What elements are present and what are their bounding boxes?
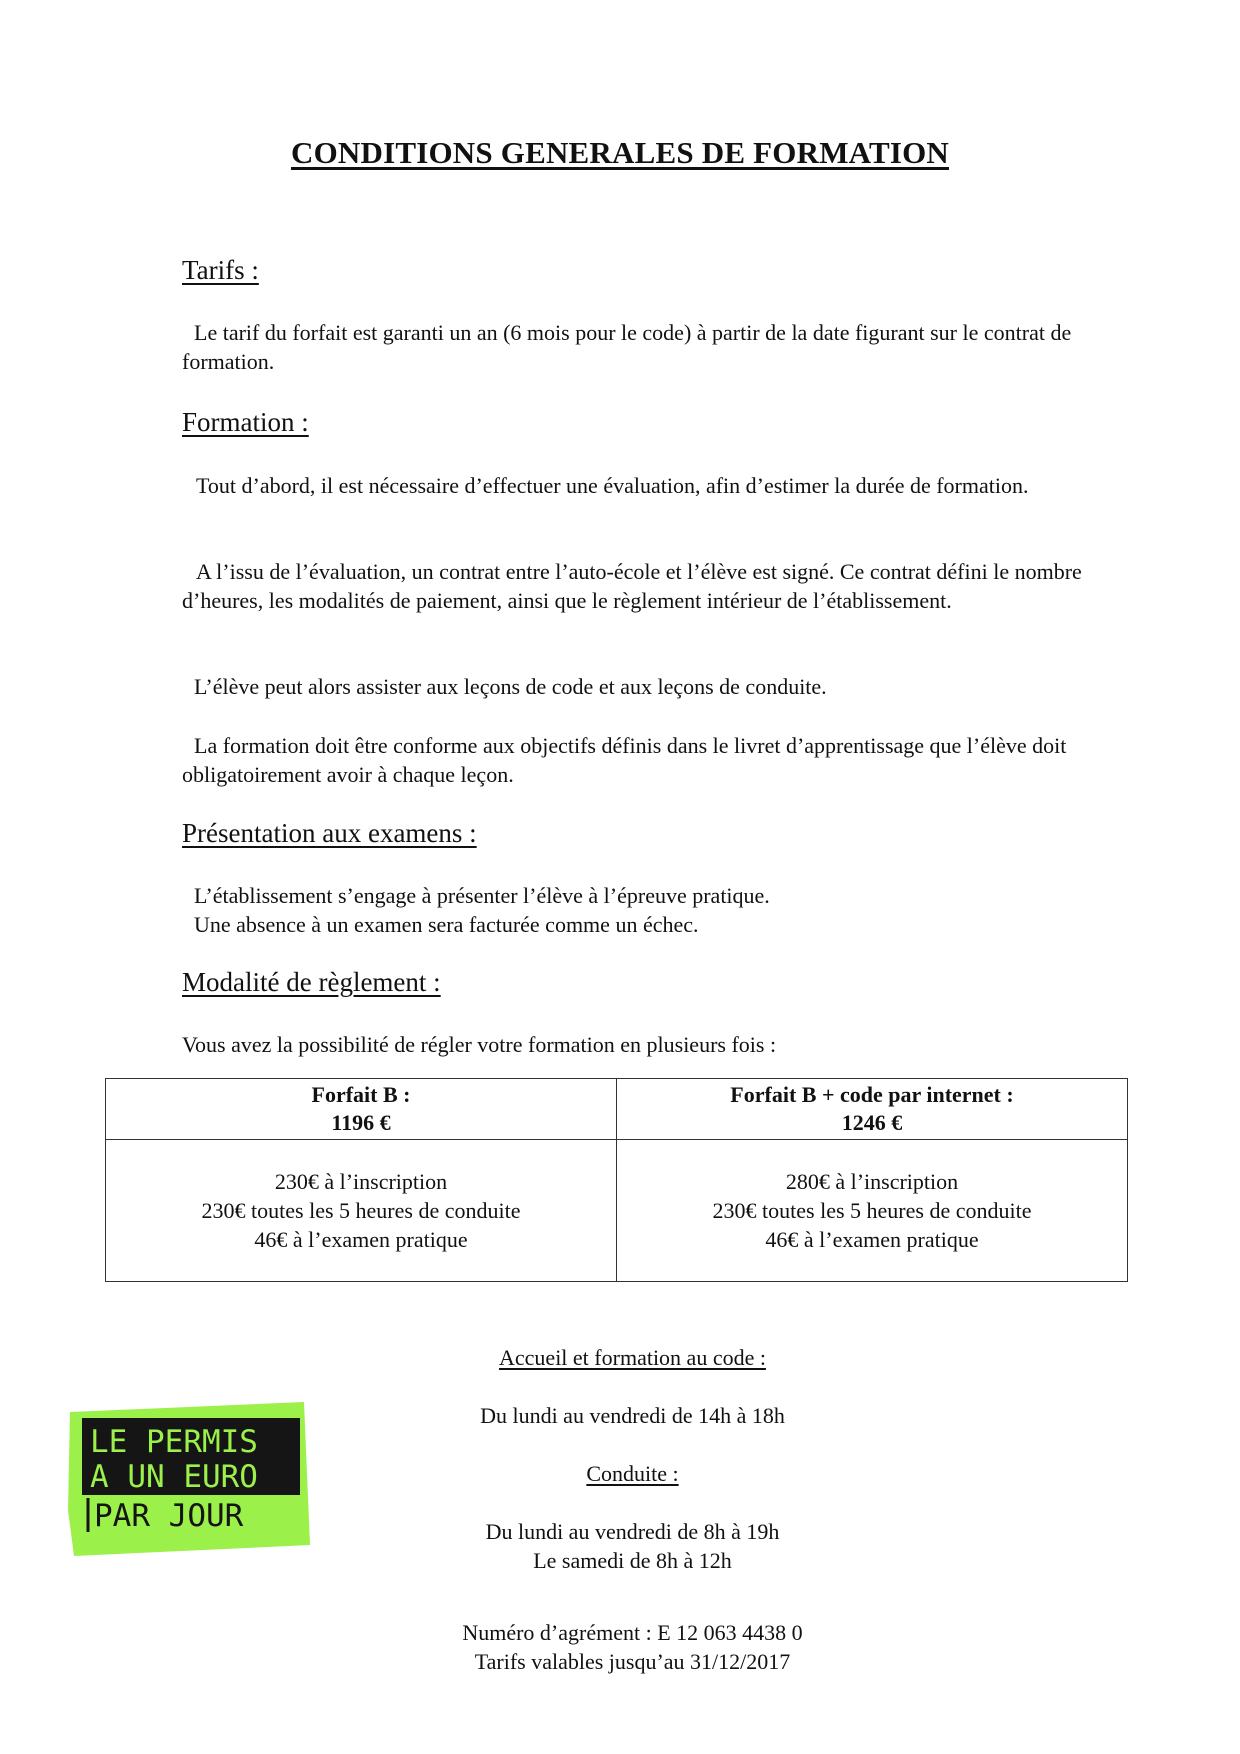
tarifs-validity: Tarifs valables jusqu’au 31/12/2017 (474, 1649, 791, 1674)
page-title: CONDITIONS GENERALES DE FORMATION (291, 135, 949, 170)
table-header-row (106, 1079, 1128, 1140)
heading-reglement: Modalité de règlement : (182, 967, 441, 997)
reglement-intro: Vous avez la possibilité de régler votre formation en plusieurs fois : (182, 1032, 777, 1057)
code-heading (360, 1343, 905, 1372)
forfait-b-internet-name: Forfait B + code par internet : (730, 1082, 1014, 1107)
table-body-row (106, 1140, 1128, 1282)
heading-formation: Formation : (182, 407, 309, 437)
formation-paragraph-4-block (182, 731, 1117, 789)
forfait-b-internet-header (617, 1079, 1128, 1140)
formation-paragraph-3: L’élève peut alors assister aux leçons de code et aux leçons de conduite. (194, 674, 827, 699)
schedule-line: 230€ à l’inscription (274, 1169, 448, 1194)
heading-tarifs: Tarifs : (182, 255, 259, 285)
logo-line-3: PAR JOUR (94, 1498, 244, 1534)
permis-un-euro-logo (64, 1400, 312, 1557)
conduite-heading (360, 1459, 905, 1488)
heading-examens: Présentation aux examens : (182, 818, 477, 848)
tarifs-table (105, 1078, 1128, 1282)
schedule-line: 230€ toutes les 5 heures de conduite (201, 1198, 521, 1223)
logo-line-1: LE PERMIS (90, 1424, 258, 1460)
conduite-weekday: Du lundi au vendredi de 8h à 19h (485, 1519, 780, 1544)
schedule-line: 46€ à l’examen pratique (254, 1227, 468, 1252)
schedule-line: 230€ toutes les 5 heures de conduite (712, 1198, 1032, 1223)
schedule-line: 46€ à l’examen pratique (765, 1227, 979, 1252)
formation-paragraph-1-block (182, 471, 1117, 500)
conduite-heading-text: Conduite : (586, 1461, 679, 1486)
formation-paragraph-4: La formation doit être conforme aux objectifs définis dans le livret d’apprentissage que l’élève doit obligatoirement avoir à chaque leçon. (182, 733, 1067, 787)
forfait-b-header (106, 1079, 617, 1140)
formation-paragraph-3-block (182, 672, 1117, 701)
forfait-b-internet-schedule (617, 1140, 1128, 1282)
forfait-b-internet-price: 1246 € (841, 1110, 903, 1135)
conduite-hours (360, 1517, 905, 1575)
forfait-b-price: 1196 € (331, 1110, 391, 1135)
examens-line-2: Une absence à un examen sera facturée comme un échec. (194, 912, 699, 937)
examens-text (182, 881, 1129, 939)
formation-paragraph-1: Tout d’abord, il est nécessaire d’effectuer une évaluation, afin d’estimer la durée de formation. (196, 473, 1029, 498)
tarifs-text (182, 318, 1117, 376)
formation-paragraph-2: A l’issu de l’évaluation, un contrat entre l’auto-école et l’élève est signé. Ce contrat défini le nombre d’heures, les modalités de paiement, ainsi que le règlement intérieur de l’établissement. (182, 559, 1082, 613)
footer (360, 1618, 905, 1676)
agrement-number: Numéro d’agrément : E 12 063 4438 0 (462, 1620, 803, 1645)
logo-line-2: A UN EURO (90, 1459, 258, 1495)
tarifs-paragraph: Le tarif du forfait est garanti un an (6 mois pour le code) à partir de la date figurant sur le contrat de formation. (182, 320, 1072, 374)
forfait-b-schedule (106, 1140, 617, 1282)
code-hours: Du lundi au vendredi de 14h à 18h (480, 1403, 785, 1428)
conduite-saturday: Le samedi de 8h à 12h (533, 1548, 732, 1573)
examens-line-1: L’établissement s’engage à présenter l’élève à l’épreuve pratique. (194, 883, 770, 908)
code-heading-text: Accueil et formation au code : (499, 1345, 766, 1370)
formation-paragraph-2-block (182, 557, 1117, 615)
forfait-b-name: Forfait B : (311, 1082, 411, 1107)
schedule-line: 280€ à l’inscription (785, 1169, 959, 1194)
